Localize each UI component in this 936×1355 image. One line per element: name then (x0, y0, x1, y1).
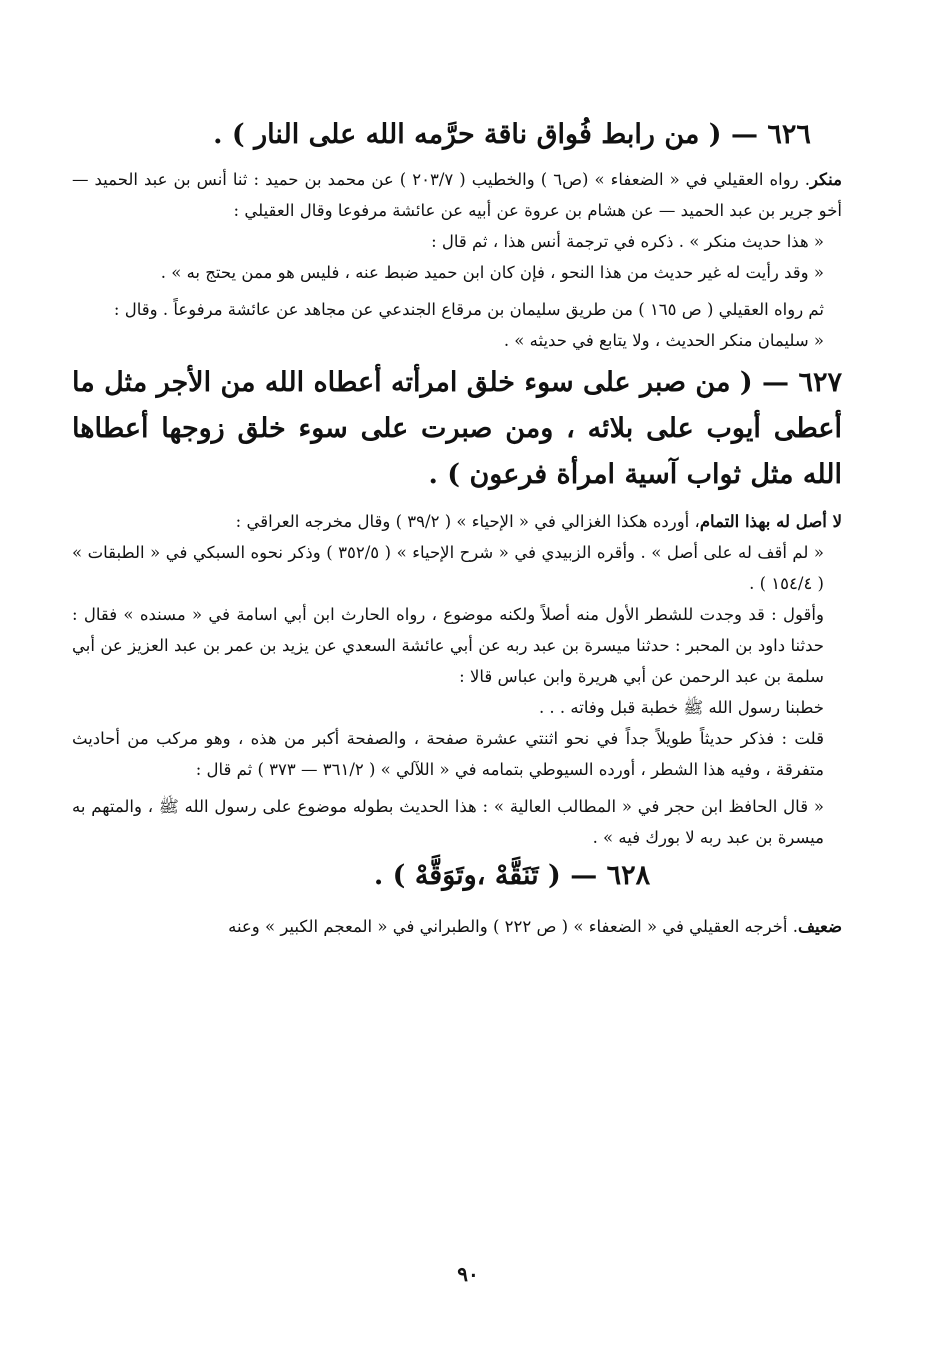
page-body (72, 112, 842, 942)
hadith-627-quote-2: خطبنا رسول الله ﷺ خطبة قبل وفاته . . . (538, 698, 824, 717)
hadith-627-quote-1: « لم أقف له على أصل » . وأقره الزبيدي في « شرح الإحياء » ( ٣٥٢/٥ ) وذكر نحوه السبكي في « الطبقات » ( ١٥٤/٤ ) . (72, 543, 825, 593)
hadith-627-paragraph-1 (72, 506, 842, 537)
hadith-626-quote-2: « وقد رأيت له غير حديث من هذا النحو ، فإن كان ابن حميد ضبط عنه ، فليس هو ممن يحتج به » . (160, 263, 824, 282)
hadith-626-title: ٦٢٦ — ( من رابط فُواق ناقة حرَّمه الله على النار ) . (213, 119, 811, 150)
hadith-626-quote-1: « هذا حديث منكر » . ذكره في ترجمة أنس هذا ، ثم قال : (431, 232, 824, 251)
hadith-627-paragraph-2: وأقول : قد وجدت للشطر الأول منه أصلاً ولكنه موضوع ، رواه الحارث ابن أبي اسامة في « مسنده » فقال : حدثنا داود بن المحبر : حدثنا ميسرة بن عبد ربه عن أبي عائشة السعدي عن يزيد بن عمر بن عبد العزيز عن أبي سلمة بن عبد الرحمن عن أبي هريرة وابن عباس قالا : (72, 605, 824, 686)
hadith-626-text-1: . رواه العقيلي في « الضعفاء » (ص٦ ) والخطيب ( ٢٠٣/٧ ) عن محمد بن حميد : ثنا أنس بن عبد الحميد — أخو جرير بن عبد الحميد — عن هشام بن عروة عن أبيه عن عائشة مرفوعا وقال العقيلي : (72, 170, 842, 220)
hadith-627-text-1: ، أورده هكذا الغزالي في « الإحياء » ( ٣٩/٢ ) وقال مخرجه العراقي : (235, 512, 700, 531)
hadith-628-paragraph-1 (72, 911, 842, 942)
hadith-627-paragraph-3: قلت : فذكر حديثاً طويلاً جداً في نحو اثنتي عشرة صفحة ، والصفحة أكبر من هذه ، وهو مركب من أحاديث متفرقة ، وفيه هذا الشطر ، أورده السيوطي بتمامه في « اللآلي » ( ٣٦١/٢ — ٣٧٣ ) ثم قال : (72, 729, 824, 779)
hadith-627-quote-3: « قال الحافظ ابن حجر في « المطالب العالية » : هذا الحديث بطوله موضوع على رسول الله ﷺ ، والمتهم به ميسرة بن عبد ربه لا بورك فيه » . (72, 797, 824, 847)
hadith-627-title: ٦٢٧ — ( من صبر على سوء خلق امرأته أعطاه الله من الأجر مثل ما أعطى أيوب على بلائه ، ومن صبرت على سوء خلق زوجها أعطاها الله مثل ثواب آسية امرأة فرعون ) . (72, 367, 842, 490)
hadith-626-paragraph-2: ثم رواه العقيلي ( ص ١٦٥ ) من طريق سليمان بن مرقاع الجندعي عن مجاهد عن عائشة مرفوعاً . وقال : (113, 300, 824, 319)
hadith-627-grade: لا أصل له بهذا التمام (699, 512, 842, 531)
hadith-628-title: ٦٢٨ — ( تَنَقَّهْ ،وتَوَقَّهْ ) . (373, 860, 651, 891)
hadith-628-grade: ضعيف (797, 917, 842, 936)
hadith-628-text-1: . أخرجه العقيلي في « الضعفاء » ( ص ٢٢٢ ) والطبراني في « المعجم الكبير » وعنه (228, 917, 798, 936)
hadith-626-quote-3: « سليمان منكر الحديث ، ولا يتابع في حديثه » . (503, 331, 824, 350)
hadith-626-grade: منكر (809, 170, 842, 189)
page-number: ٩٠ (457, 1262, 479, 1286)
hadith-626-paragraph-1 (72, 164, 842, 226)
